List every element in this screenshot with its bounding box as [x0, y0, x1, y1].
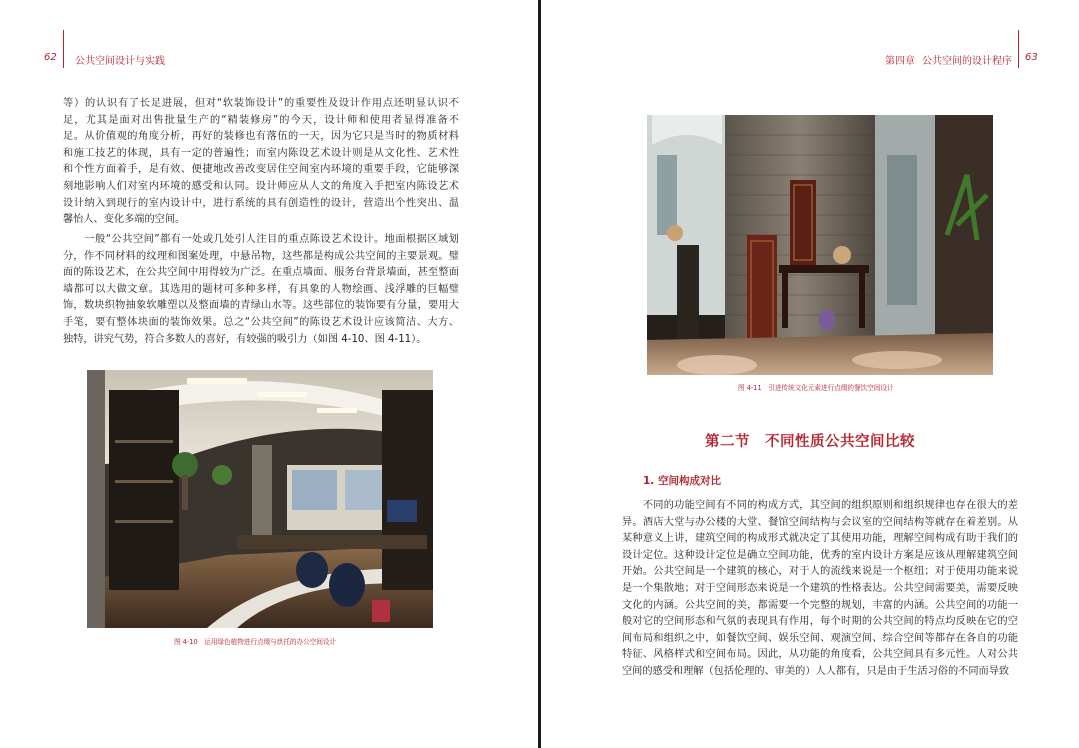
right-page	[541, 0, 1079, 748]
figure-caption-left: 图 4-10 运用绿色植物进行点缀与烘托的办公空间设计	[174, 638, 337, 646]
chapter-label: 第四章	[885, 56, 915, 67]
figure-caption-right: 图 4-11 引进传统文化元素进行点缀的餐饮空间设计	[738, 384, 894, 392]
header-rule-right	[1018, 30, 1019, 68]
office-interior-photo	[87, 370, 433, 628]
left-paragraph-2	[63, 232, 459, 348]
restaurant-wall-photo	[647, 115, 993, 375]
text-line: 设计定位。这种设计定位是确立空间功能，优秀的室内设计方案是应该从理解建筑空间	[622, 549, 1018, 561]
text-line: 异。酒店大堂与办公楼的大堂、餐馆空间结构与会议室的空间结构等就存在着差别。从	[622, 516, 1018, 528]
text-line: 开始。公共空间是一个建筑的核心，对于人的流线来说是一个枢纽；对于使用功能来说	[622, 566, 1018, 578]
text-line: 等）的认识有了长足进展，但对“软装饰设计”的重要性及设计作用点还明显认识不	[63, 98, 459, 109]
text-line: 分，作不同材料的纹理和图案处理，中悬吊物，这些都是构成公共空间的主要景观。璧	[63, 250, 459, 262]
left-page	[0, 0, 538, 748]
section-title: 第二节 不同性质公共空间比较	[705, 434, 915, 450]
text-line: 间布局和组织之中，如餐饮空间、娱乐空间、观演空间、综合空间等都存在各自的功能	[622, 632, 1018, 644]
running-title-right: 公共空间的设计程序	[922, 56, 1012, 67]
text-line: 特征、风格样式和空间布局。因此，从功能的角度看，公共空间具有多元性。人对公共	[622, 649, 1018, 661]
left-paragraph-1	[63, 96, 459, 229]
text-line: 饰，数块织物抽象软雕塑以及整面墙的青绿山水等。这些部位的装饰要有分量，要用大	[63, 300, 459, 312]
text-line: 手笔，要有整体块面的装饰效果。总之“公共空间”的陈设艺术设计应该简洁、大方、	[63, 316, 459, 328]
text-line: 足。从价值观的角度分析，再好的装修也有落伍的一天，因为它只是当时的物质材料	[63, 131, 459, 143]
subsection-title: 1. 空间构成对比	[643, 475, 721, 487]
text-line: 面的陈设艺术，在公共空间中用得较为广泛。在重点墙面、服务台背景墙面，甚至整面	[63, 267, 459, 279]
text-line: 墙都可以大做文章。其选用的题材可多种多样，有具象的人物绘画、浅浮雕的巨幅璧	[63, 283, 459, 295]
text-line: 设计纳入到现行的室内设计中，进行系统的具有创造性的设计，营造出个性突出、温	[63, 197, 459, 209]
text-line: 不同的功能空间有不同的构成方式，其空间的组织原则和组织规律也存在很大的差	[622, 500, 1018, 511]
text-line: 空间的感受和理解（包括伦理的、审美的）人人都有，只是由于生活习俗的不同而导致	[622, 665, 1010, 677]
text-line: 刻地影响人们对室内环境的感受和认同。设计师应从人文的角度入手把室内陈设艺术	[63, 180, 459, 192]
text-line: 和个性方面着手，是有效、便捷地改善改变居住空间室内环境的重要手段，它能够深	[63, 164, 459, 176]
right-paragraph-1	[622, 498, 1018, 681]
text-line: 文化的内涵。公共空间的美，都需要一个完整的规划，丰富的内涵。公共空间的功能一	[622, 599, 1018, 611]
running-title-left: 公共空间设计与实践	[75, 56, 165, 67]
page-number-left: 62	[44, 52, 57, 63]
page-number-right: 63	[1025, 52, 1038, 63]
text-line: 般对它的空间形态和气氛的表现具有作用，每个时期的公共空间的特点均反映在它的空	[622, 616, 1018, 628]
text-line: 某种意义上讲，建筑空间的构成形式就决定了其使用功能，理解空间构成有助于我们的	[622, 533, 1018, 545]
header-rule-left	[63, 30, 64, 68]
text-line: 独特，讲究气势，符合多数人的喜好，有较强的吸引力（如图 4-10、图 4-11）。	[63, 333, 427, 345]
text-line: 一般“公共空间”都有一处或几处引人注目的重点陈设艺术设计。地面根据区域划	[63, 234, 459, 245]
text-line: 馨怡人、变化多端的空间。	[63, 214, 186, 226]
text-line: 足，尤其是面对出售批量生产的“精装修房”的今天，设计师和使用者显得准备不	[63, 114, 459, 126]
text-line: 是一个集散地；对于空间形态来说是一个建筑的性格表达。公共空间需要美，需要反映	[622, 582, 1018, 594]
text-line: 和施工技艺的体现，具有一定的普遍性；而室内陈设艺术设计则是从文化性、艺术性	[63, 147, 459, 159]
